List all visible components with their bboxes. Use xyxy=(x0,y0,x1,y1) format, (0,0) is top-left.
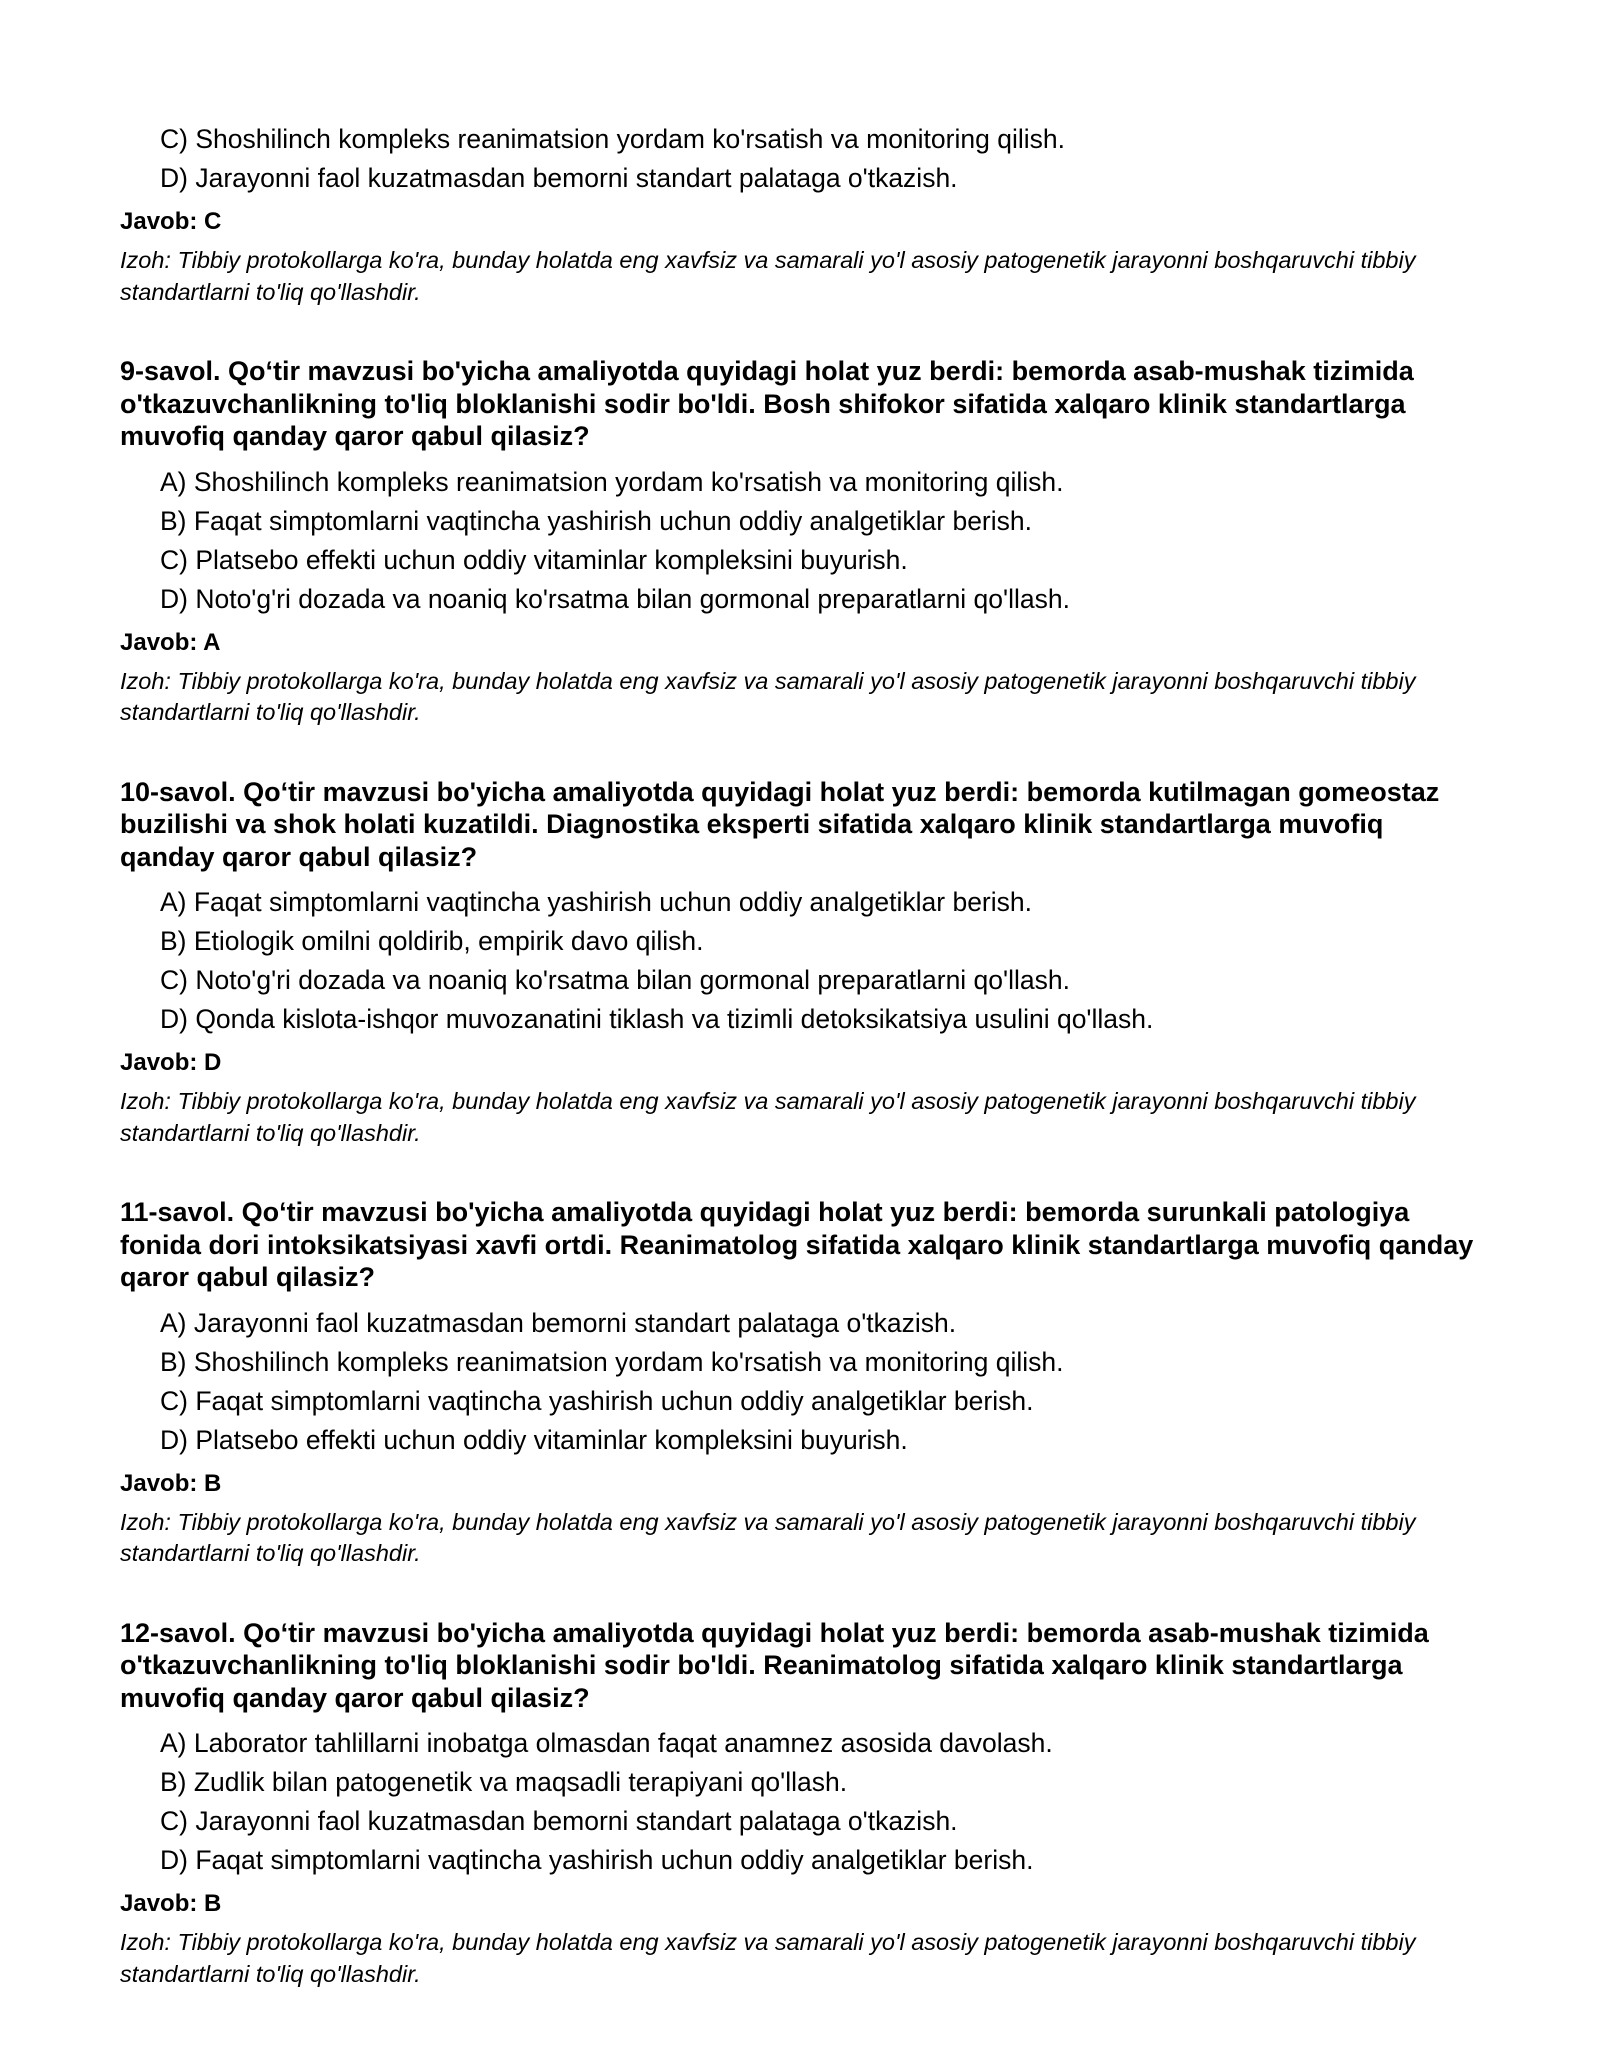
option-d: D) Noto'g'ri dozada va noaniq ko'rsatma bilan gormonal preparatlarni qo'llash. xyxy=(160,583,1070,614)
question-9 xyxy=(120,355,1480,729)
question-text: 9-savol. Qo‘tir mavzusi bo'yicha amaliyotda quyidagi holat yuz berdi: bemorda asab-mushak tizimida o'tkazuvchanlikning to'liq bloklanishi sodir bo'ldi. Bosh shifokor sifatida xalqaro klinik standartlarga muvofiq qanday qaror qabul qilasiz? xyxy=(120,356,1414,451)
option-d: D) Faqat simptomlarni vaqtincha yashirish uchun oddiy analgetiklar berish. xyxy=(160,1845,1034,1875)
option-c: C) Platsebo effekti uchun oddiy vitaminlar kompleksini buyurish. xyxy=(160,544,908,575)
option-c: C) Shoshilinch kompleks reanimatsion yordam ko'rsatish va monitoring qilish. xyxy=(160,124,1065,154)
option-c: C) Faqat simptomlarni vaqtincha yashirish uchun oddiy analgetiklar berish. xyxy=(160,1385,1034,1416)
answer-label: Javob: C xyxy=(120,208,222,235)
explanation-note: Izoh: Tibbiy protokollarga ko'ra, bunday holatda eng xavfsiz va samarali yo'l asosiy patogenetik jarayonni boshqaruvchi tibbiy standartlarni to'liq qo'llashdir. xyxy=(120,1929,1416,1987)
option-d: D) Platsebo effekti uchun oddiy vitaminlar kompleksini buyurish. xyxy=(160,1424,908,1455)
option-b: B) Zudlik bilan patogenetik va maqsadli terapiyani qo'llash. xyxy=(160,1767,848,1797)
document-page xyxy=(120,120,1480,1990)
explanation-note: Izoh: Tibbiy protokollarga ko'ra, bunday holatda eng xavfsiz va samarali yo'l asosiy patogenetik jarayonni boshqaruvchi tibbiy standartlarni to'liq qo'llashdir. xyxy=(120,1508,1416,1566)
answer-label: Javob: A xyxy=(120,628,221,656)
option-d: D) Jarayonni faol kuzatmasdan bemorni standart palataga o'tkazish. xyxy=(160,163,958,193)
option-b: B) Faqat simptomlarni vaqtincha yashirish uchun oddiy analgetiklar berish. xyxy=(160,505,1032,536)
explanation-note: Izoh: Tibbiy protokollarga ko'ra, bunday holatda eng xavfsiz va samarali yo'l asosiy patogenetik jarayonni boshqaruvchi tibbiy standartlarni to'liq qo'llashdir. xyxy=(120,247,1416,305)
explanation-note: Izoh: Tibbiy protokollarga ko'ra, bunday holatda eng xavfsiz va samarali yo'l asosiy patogenetik jarayonni boshqaruvchi tibbiy standartlarni to'liq qo'llashdir. xyxy=(120,1088,1416,1146)
question-text: 11-savol. Qo‘tir mavzusi bo'yicha amaliyotda quyidagi holat yuz berdi: bemorda surunkali patologiya fonida dori intoksikatsiyasi xavfi ortdi. Reanimatolog sifatida xalqaro klinik standartlarga muvofiq qanday qaror qabul qilasiz? xyxy=(120,1197,1474,1292)
question-text: 10-savol. Qo‘tir mavzusi bo'yicha amaliyotda quyidagi holat yuz berdi: bemorda kutilmagan gomeostaz buzilishi va shok holati kuzatildi. Diagnostika eksperti sifatida xalqaro klinik standartlarga muvofiq qanday qaror qabul qilasiz? xyxy=(120,776,1440,872)
option-a: A) Laborator tahlillarni inobatga olmasdan faqat anamnez asosida davolash. xyxy=(160,1728,1053,1758)
question-11 xyxy=(120,1196,1480,1570)
answer-label: Javob: D xyxy=(120,1049,222,1076)
explanation-note: Izoh: Tibbiy protokollarga ko'ra, bunday holatda eng xavfsiz va samarali yo'l asosiy patogenetik jarayonni boshqaruvchi tibbiy standartlarni to'liq qo'llashdir. xyxy=(120,667,1416,725)
option-b: B) Etiologik omilni qoldirib, empirik davo qilish. xyxy=(160,926,704,956)
option-c: C) Jarayonni faol kuzatmasdan bemorni standart palataga o'tkazish. xyxy=(160,1806,958,1836)
option-a: A) Shoshilinch kompleks reanimatsion yordam ko'rsatish va monitoring qilish. xyxy=(160,466,1064,497)
question-12 xyxy=(120,1617,1480,1991)
option-a: A) Faqat simptomlarni vaqtincha yashirish uchun oddiy analgetiklar berish. xyxy=(160,887,1032,917)
question-text: 12-savol. Qo‘tir mavzusi bo'yicha amaliyotda quyidagi holat yuz berdi: bemorda asab-mushak tizimida o'tkazuvchanlikning to'liq bloklanishi sodir bo'ldi. Reanimatolog sifatida xalqaro klinik standartlarga muvofiq qanday qaror qabul qilasiz? xyxy=(120,1617,1429,1713)
question-8-continuation xyxy=(120,120,1480,308)
option-d: D) Qonda kislota-ishqor muvozanatini tiklash va tizimli detoksikatsiya usulini qo'llash. xyxy=(160,1004,1154,1034)
question-10 xyxy=(120,776,1480,1150)
option-a: A) Jarayonni faol kuzatmasdan bemorni standart palataga o'tkazish. xyxy=(160,1307,957,1338)
option-c: C) Noto'g'ri dozada va noaniq ko'rsatma bilan gormonal preparatlarni qo'llash. xyxy=(160,965,1070,995)
option-b: B) Shoshilinch kompleks reanimatsion yordam ko'rsatish va monitoring qilish. xyxy=(160,1346,1064,1377)
answer-label: Javob: B xyxy=(120,1890,222,1917)
answer-label: Javob: B xyxy=(120,1469,222,1497)
